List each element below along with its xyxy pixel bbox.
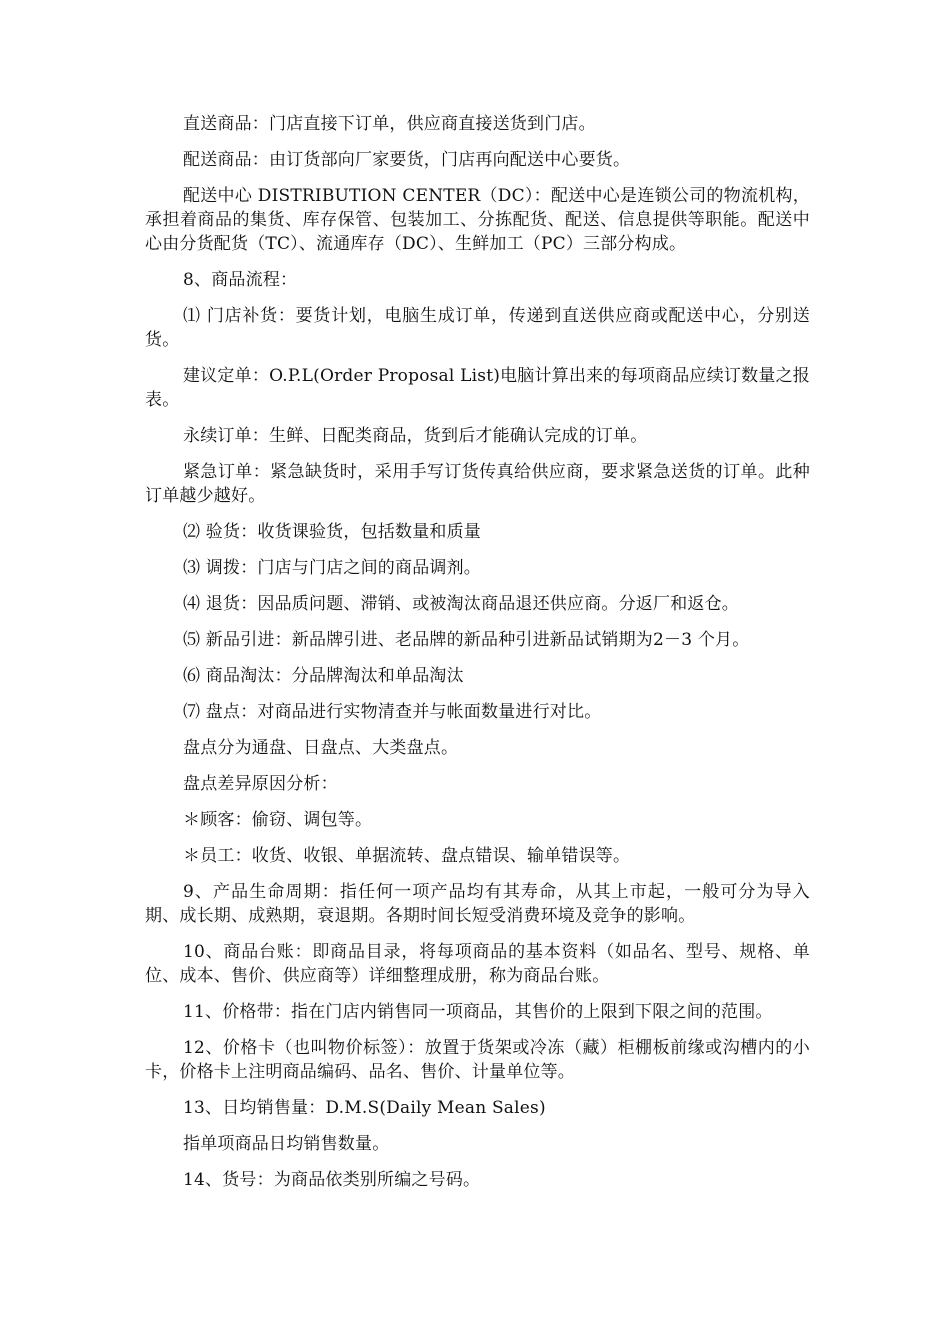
paragraph-store-replenishment: ⑴ 门店补货：要货计划，电脑生成订单，传递到直送供应商或配送中心，分别送货。 [145, 306, 810, 350]
paragraph-price-card: 12、价格卡（也叫物价标签）：放置于货架或冷冻（藏）柜棚板前缘或沟槽内的小卡，价格卡上注明商品编码、品名、售价、计量单位等。 [145, 1038, 810, 1082]
paragraph-transfer: ⑶ 调拨：门店与门店之间的商品调剂。 [183, 558, 482, 578]
paragraph-product-ledger: 10、商品台账：即商品目录，将每项商品的基本资料（如品名、型号、规格、单位、成本、售价、供应商等）详细整理成册，称为商品台账。 [145, 942, 810, 986]
paragraph-price-band: 11、价格带：指在门店内销售同一项商品，其售价的上限到下限之间的范围。 [183, 1002, 773, 1022]
paragraph-count-types: 盘点分为通盘、日盘点、大类盘点。 [183, 738, 459, 758]
paragraph-inventory-count: ⑺ 盘点：对商品进行实物清查并与帐面数量进行对比。 [183, 702, 602, 722]
paragraph-customer-cause: ＊顾客：偷窃、调包等。 [183, 810, 373, 830]
paragraph-item-number: 14、货号：为商品依类别所编之号码。 [183, 1170, 481, 1190]
heading-product-flow: 8、商品流程： [183, 270, 298, 290]
paragraph-elimination: ⑹ 商品淘汰：分品牌淘汰和单品淘汰 [183, 666, 464, 686]
paragraph-inspection: ⑵ 验货：收货课验货，包括数量和质量 [183, 522, 482, 542]
paragraph-perpetual-order: 永续订单：生鲜、日配类商品，货到后才能确认完成的订单。 [183, 426, 648, 446]
paragraph-employee-cause: ＊员工：收货、收银、单据流转、盘点错误、输单错误等。 [183, 846, 631, 866]
paragraph-returns: ⑷ 退货：因品质问题、滞销、或被淘汰商品退还供应商。分返厂和返仓。 [183, 594, 740, 614]
paragraph-daily-mean-sales: 13、日均销售量：D.M.S(Daily Mean Sales) [183, 1098, 546, 1118]
paragraph-direct-delivery: 直送商品：门店直接下订单，供应商直接送货到门店。 [183, 114, 596, 134]
paragraph-product-lifecycle: 9、产品生命周期：指任何一项产品均有其寿命，从其上市起，一般可分为导入期、成长期、成熟期，衰退期。各期时间长短受消费环境及竞争的影响。 [145, 882, 810, 926]
paragraph-variance-analysis: 盘点差异原因分析： [183, 774, 338, 794]
paragraph-emergency-order: 紧急订单：紧急缺货时，采用手写订货传真给供应商，要求紧急送货的订单。此种订单越少越好。 [145, 462, 810, 506]
paragraph-distribution-center: 配送中心 DISTRIBUTION CENTER（DC）：配送中心是连锁公司的物流机构，承担着商品的集货、库存保管、包装加工、分拣配货、配送、信息提供等职能。配送中心由分货配货（TC）、流通库存（DC）、生鲜加工（PC）三部分构成。 [145, 186, 810, 254]
paragraph-dms-definition: 指单项商品日均销售数量。 [183, 1134, 390, 1154]
paragraph-distribution-goods: 配送商品：由订货部向厂家要货，门店再向配送中心要货。 [183, 150, 631, 170]
document-page [145, 112, 810, 1204]
paragraph-new-products: ⑸ 新品引进：新品牌引进、老品牌的新品种引进新品试销期为2－3 个月。 [183, 630, 750, 650]
paragraph-order-proposal: 建议定单：O.P.L(Order Proposal List)电脑计算出来的每项商品应续订数量之报表。 [145, 366, 810, 410]
